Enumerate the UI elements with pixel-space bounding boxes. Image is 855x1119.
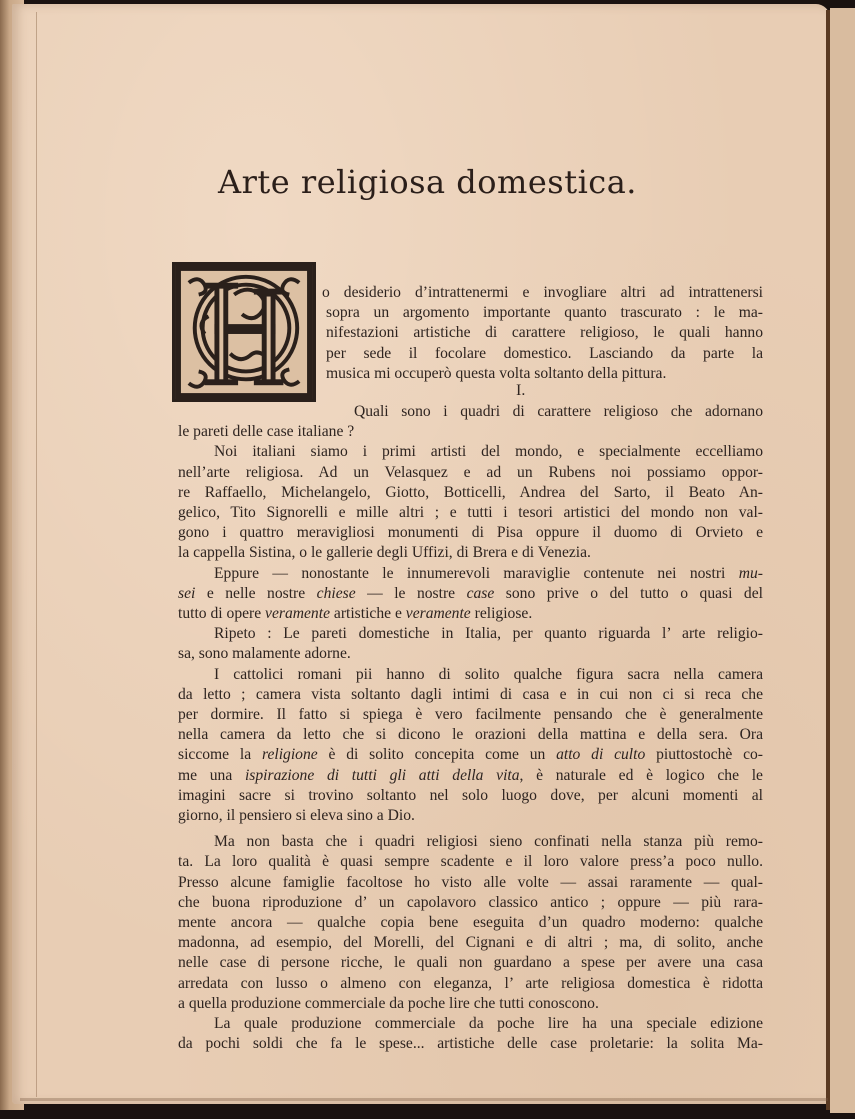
article-title: Arte religiosa domestica. — [218, 163, 637, 201]
body-line: sei e nelle nostre chiese — le nostre case sono prive o del tutto o quasi del — [178, 584, 763, 602]
body-line: tutto di opere veramente artistiche e veramente religiose. — [178, 605, 533, 623]
intro-paragraph — [322, 283, 763, 384]
body-line: gelico, Tito Signorelli e mille altri ; e tutti i tesori artistici del mondo non val- — [178, 504, 763, 522]
body-line: nell’arte religiosa. Ad un Velasquez e ad un Rubens noi possiamo oppor- — [178, 463, 763, 481]
ornamental-initial-h-icon — [172, 262, 316, 402]
body-line: mente ancora — qualche copia bene eseguita d’un quadro moderno: qualche — [178, 914, 763, 932]
body-line: giorno, il pensiero si eleva sino a Dio. — [178, 807, 415, 825]
body-line: Quali sono i quadri di carattere religioso che adornano — [354, 403, 763, 420]
page-bottom-edge — [20, 1098, 828, 1101]
dropcap-ornament-icon — [175, 265, 313, 399]
body-line: madonna, ad esempio, del Morelli, del Cignani e di altri ; ma, di solito, anche — [178, 934, 763, 952]
body-line: per dormire. Il fatto si spiega è vero facilmente pensando che è generalmente — [178, 706, 763, 724]
intro-line: musica mi occuperò questa volta soltanto della pittura. — [326, 364, 667, 382]
body-line: La quale produzione commerciale da poche lire ha una speciale edizione — [214, 1015, 763, 1033]
body-line: arredata con lusso o almeno con eleganza, l’ arte religiosa domestica è ridotta — [178, 974, 763, 992]
body-line: Ripeto : Le pareti domestiche in Italia, per quanto riguarda l’ arte religio- — [214, 625, 763, 643]
intro-line: nifestazioni artistiche di carattere religioso, le quali hanno — [326, 324, 763, 342]
body-line: ta. La loro qualità è quasi sempre scadente e il loro valore press’a poco nullo. — [178, 853, 763, 871]
body-line: siccome la religione è di solito concepita come un atto di culto piuttostochè co- — [178, 746, 763, 764]
intro-line: o desiderio d’intrattenermi e invogliare altri ad intrattenersi — [322, 284, 763, 301]
body-line: sa, sono malamente adorne. — [178, 645, 351, 663]
body-line: I cattolici romani pii hanno di solito qualche figura sacra nella camera — [214, 665, 763, 683]
body-line: Eppure — nonostante le innumerevoli maraviglie contenute nei nostri mu- — [214, 564, 763, 582]
body-line: Noi italiani siamo i primi artisti del mondo, e specialmente eccelliamo — [214, 443, 763, 461]
body-line: me una ispirazione di tutti gli atti della vita, è naturale ed è logico che le — [178, 766, 763, 784]
body-line: da pochi soldi che fa le spese... artistiche delle case proletarie: la solita Ma- — [178, 1035, 763, 1053]
body-line: le pareti delle case italiane ? — [178, 423, 355, 441]
body-line: re Raffaello, Michelangelo, Giotto, Botticelli, Andrea del Sarto, il Beato An- — [178, 483, 763, 501]
body-text — [178, 402, 763, 1055]
body-line: nella camera da letto che si dicono le orazioni della mattina e della sera. Ora — [178, 726, 763, 744]
body-line: Ma non basta che i quadri religiosi sieno confinati nella stanza più remo- — [214, 833, 763, 851]
body-line: a quella produzione commerciale da poche lire che tutti conoscono. — [178, 994, 599, 1012]
body-line: nelle case di persone ricche, le quali non guardano a spese per avere una casa — [178, 954, 763, 972]
intro-line: per sede il focolare domestico. Lasciando da parte la — [326, 344, 763, 362]
body-line: che buona riproduzione d’ un capolavoro classico antico ; oppure — più rara- — [178, 893, 763, 911]
section-number: I. — [516, 382, 526, 399]
body-line: imagini sacre si trovino soltanto nel solo luogo dove, per alcuni momenti al — [178, 786, 763, 804]
body-line: la cappella Sistina, o le gallerie degli Uffizi, di Brera e di Venezia. — [178, 544, 591, 562]
body-line: da letto ; camera vista soltanto dagli intimi di casa e in cui non ci si reca che — [178, 685, 763, 703]
intro-line: sopra un argomento importante quanto trascurato : le ma- — [326, 304, 763, 322]
body-line: Presso alcune famiglie facoltose ho visto alle volte — assai raramente — qual- — [178, 873, 763, 891]
body-line: gono i quattro meravigliosi monumenti di Pisa oppure il duomo di Orvieto e — [178, 524, 763, 542]
